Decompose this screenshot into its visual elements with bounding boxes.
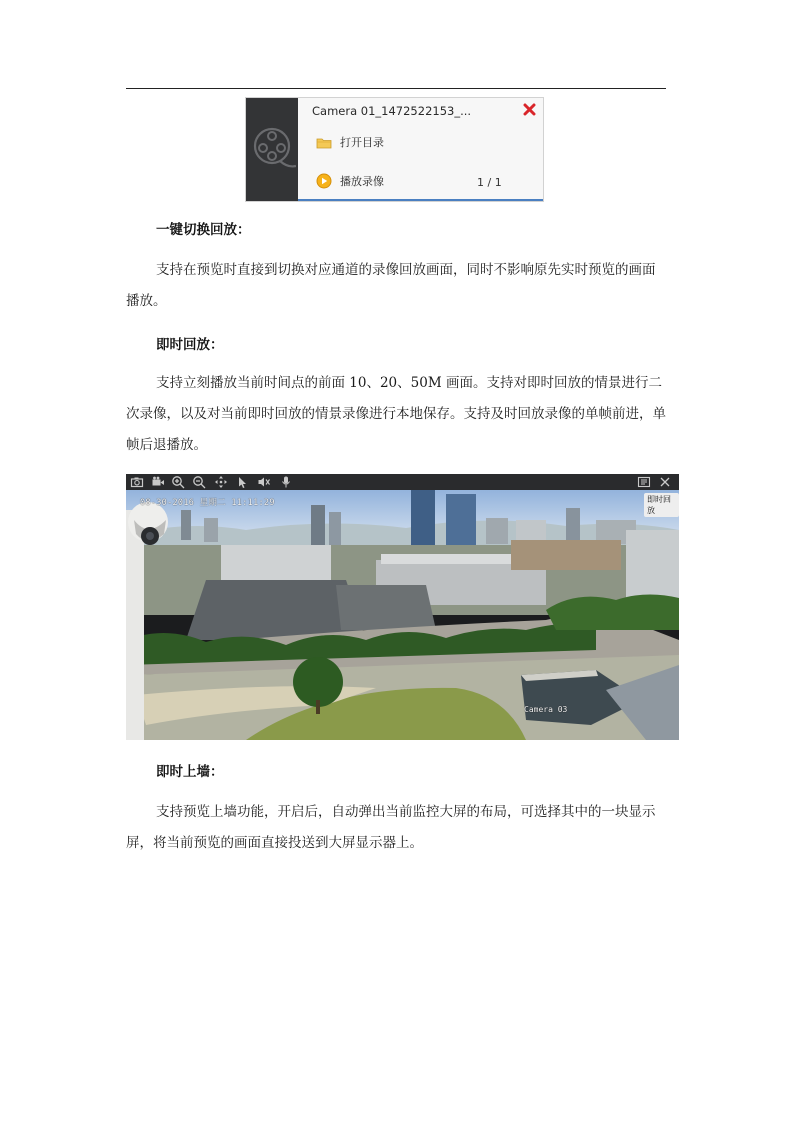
zoom-in-icon[interactable] xyxy=(171,475,185,489)
camera-label: Camera 03 xyxy=(524,705,568,714)
open-directory-button[interactable] xyxy=(316,134,384,150)
close-icon[interactable] xyxy=(658,475,672,489)
close-icon[interactable] xyxy=(523,103,536,116)
zoom-out-icon[interactable] xyxy=(192,475,206,489)
snapshot-icon[interactable] xyxy=(130,475,144,489)
osd-timestamp: 08-30-2016 星期二 11:11:29 xyxy=(140,498,275,508)
heading-one-key-playback: 一键切换回放： xyxy=(156,222,251,238)
folder-icon xyxy=(316,136,332,149)
film-reel-icon xyxy=(250,124,296,174)
paragraph-instant-wall: 支持预览上墙功能，开启后，自动弹出当前监控大屏的布局，可选择其中的一块显示屏，将当前预览的画面直接投送到大屏显示器上。 xyxy=(126,804,656,851)
volume-icon[interactable] xyxy=(257,475,271,489)
pointer-icon[interactable] xyxy=(236,475,250,489)
heading-instant-wall: 即时上墙： xyxy=(156,764,224,780)
play-recording-label: 播放录像 xyxy=(340,175,384,188)
instant-replay-tag[interactable]: 即时回放 xyxy=(644,493,679,517)
record-icon[interactable] xyxy=(151,475,165,489)
ptz-move-icon[interactable] xyxy=(214,475,228,489)
recording-popup xyxy=(245,97,544,202)
heading-instant-playback: 即时回放： xyxy=(156,337,224,353)
paragraph-instant-playback: 支持立刻播放当前时间点的前面 10、20、50M 画面。支持对即时回放的情景进行二次录像，以及对当前即时回放的情景录像进行本地保存。支持及时回放录像的单帧前进，单帧后退播放。 xyxy=(126,375,666,453)
camera-preview xyxy=(126,474,679,740)
play-circle-icon xyxy=(316,173,332,189)
play-recording-button[interactable] xyxy=(316,173,384,189)
open-directory-label: 打开目录 xyxy=(340,136,384,149)
paragraph-one-key-playback: 支持在预览时直接到切换对应通道的录像回放画面，同时不影响原先实时预览的画面播放。 xyxy=(126,262,656,309)
popup-title: Camera 01_1472522153_... xyxy=(312,104,472,118)
camera-toolbar xyxy=(126,474,679,490)
header-rule xyxy=(126,88,666,89)
camera-scene xyxy=(126,490,679,740)
page-indicator: 1 / 1 xyxy=(477,176,502,189)
microphone-icon[interactable] xyxy=(279,475,293,489)
popup-bottom-bar xyxy=(298,199,544,201)
popup-thumbnail xyxy=(246,98,298,202)
replay-icon[interactable] xyxy=(637,475,651,489)
